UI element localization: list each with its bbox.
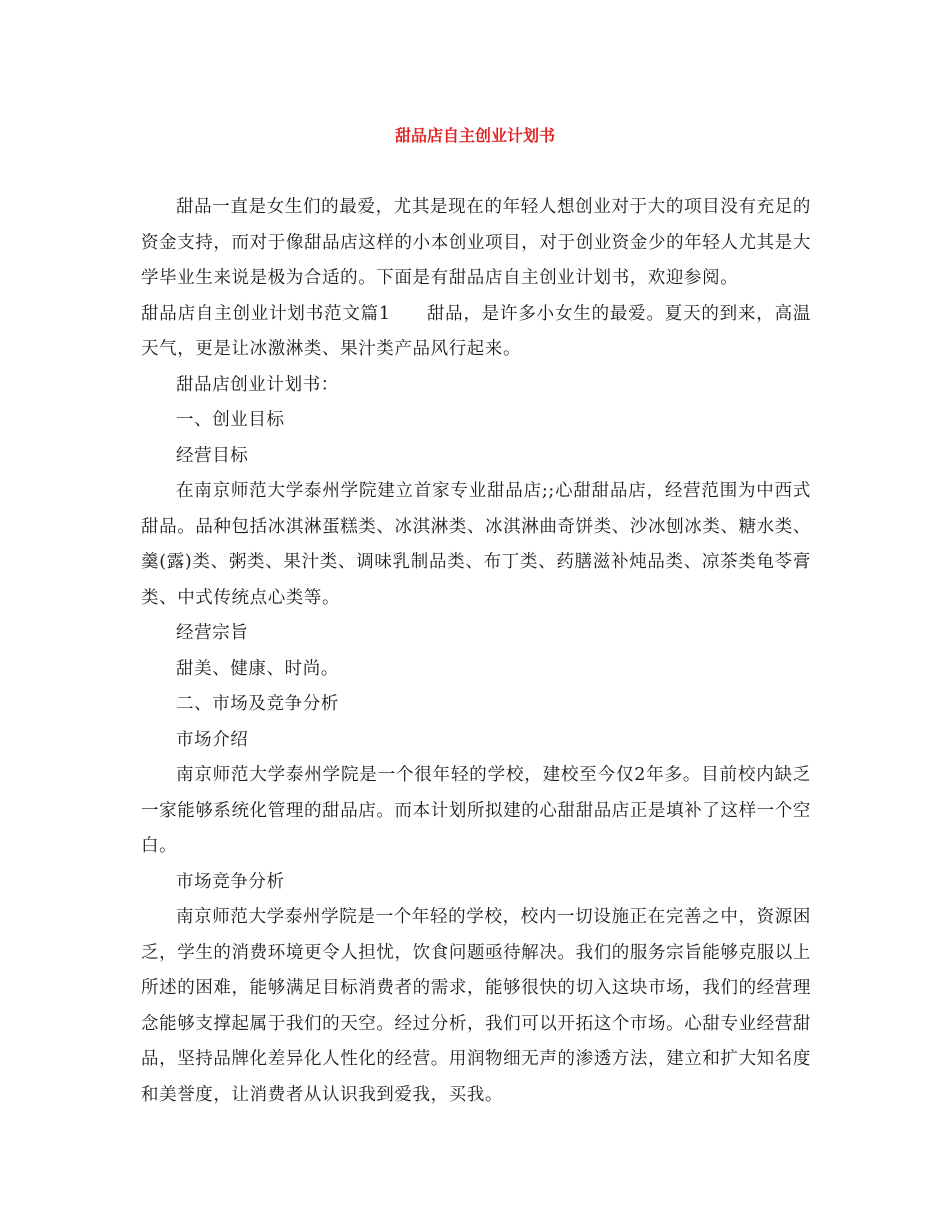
intro-paragraph: 甜品一直是女生们的最爱，尤其是现在的年轻人想创业对于大的项目没有充足的资金支持，而对于像甜品店这样的小本创业项目，对于创业资金少的年轻人尤其是大学毕业生来说是极为合适的。下面是有甜品店自主创业计划书，欢迎参阅。 — [141, 197, 811, 288]
sample-heading: 甜品店自主创业计划书范文篇1 — [141, 303, 391, 324]
competition-paragraph: 南京师范大学泰州学院是一个年轻的学校，校内一切设施正在完善之中，资源困乏，学生的消费环境更令人担忧，饮食问题亟待解决。我们的服务宗旨能够克服以上所述的困难，能够满足目标消费者的需求，能够很快的切入这块市场，我们的经营理念能够支撑起属于我们的天空。经过分析，我们可以开拓这个市场。心甜专业经营甜品，坚持品牌化差异化人性化的经营。用润物细无声的渗透方法，建立和扩大知名度和美誉度，让消费者从认识我到爱我，买我。 — [141, 907, 811, 1105]
sample-text: 甜品，是许多小女生的最爱。夏天的到来，高温天气，更是让冰激淋类、果汁类产品风行起来。 — [141, 303, 811, 359]
document-body — [141, 190, 811, 1113]
subheading-business-goal: 经营目标 — [176, 445, 249, 466]
business-goal-paragraph: 在南京师范大学泰州学院建立首家专业甜品店;;心甜甜品店，经营范围为中西式甜品。品种包括冰淇淋蛋糕类、冰淇淋类、冰淇淋曲奇饼类、沙冰刨冰类、糖水类、羹(露)类、粥类、果汁类、调味乳制品类、布丁类、药膳滋补炖品类、凉茶类龟苓膏类、中式传统点心类等。 — [141, 481, 811, 608]
subheading-business-purpose: 经营宗旨 — [176, 623, 249, 643]
subheading-competition: 市场竞争分析 — [176, 871, 285, 892]
section-heading-goals: 一、创业目标 — [176, 410, 285, 430]
market-intro-paragraph: 南京师范大学泰州学院是一个很年轻的学校，建校至今仅2年多。目前校内缺乏一家能够系统化管理的甜品店。而本计划所拟建的心甜甜品店正是填补了这样一个空白。 — [141, 765, 811, 856]
sample-paragraph — [141, 297, 811, 368]
document-title: 甜品店自主创业计划书 — [394, 126, 555, 145]
section-heading-market: 二、市场及竞争分析 — [176, 694, 339, 714]
plan-heading: 甜品店创业计划书： — [176, 374, 339, 395]
business-purpose-paragraph: 甜美、健康、时尚。 — [176, 658, 339, 679]
subheading-market-intro: 市场介绍 — [176, 729, 249, 750]
